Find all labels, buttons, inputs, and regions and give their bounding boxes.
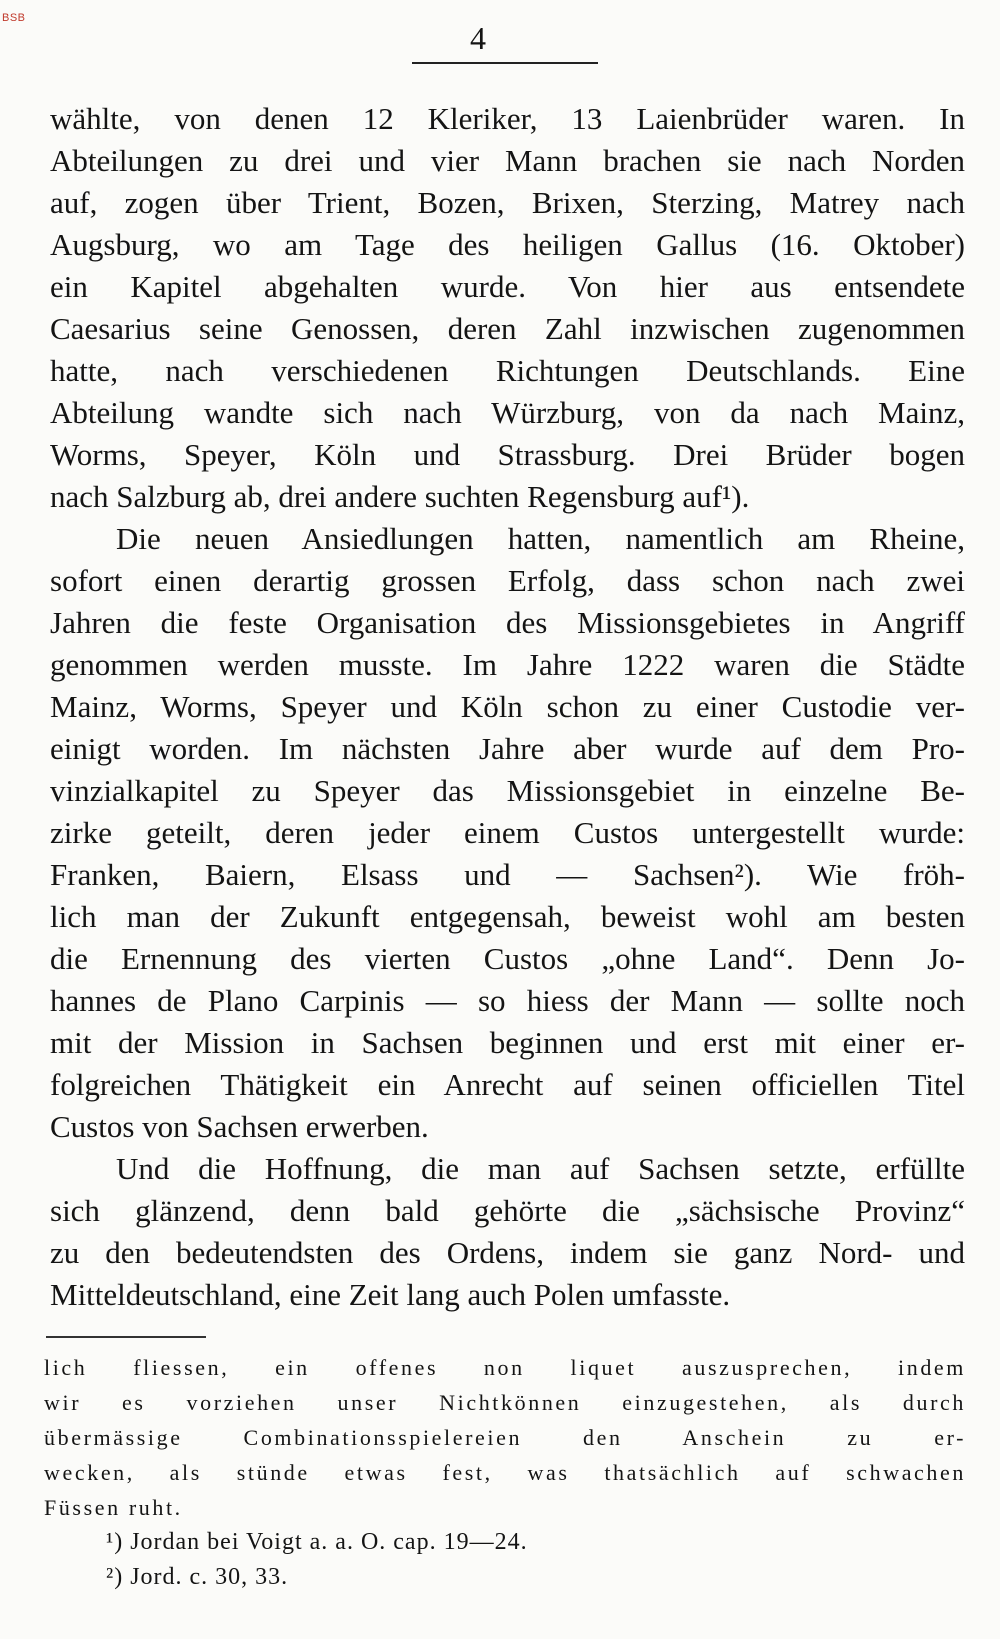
body-line: wählte, von denen 12 Kleriker, 13 Laienbrüder waren. In <box>50 101 965 136</box>
body-line: Caesarius seine Genossen, deren Zahl inzwischen zugenommen <box>50 311 965 346</box>
footnote-reference: ²) Jord. c. 30, 33. <box>106 1564 289 1590</box>
body-line: vinzialkapitel zu Speyer das Missionsgebiet in einzelne Be- <box>50 773 965 808</box>
footnote-line: wecken, als stünde etwas fest, was thatsächlich auf schwachen <box>44 1460 966 1485</box>
body-text <box>50 98 965 1316</box>
body-line: nach Salzburg ab, drei andere suchten Regensburg auf¹). <box>50 479 750 514</box>
library-watermark: BSB <box>2 12 26 24</box>
body-line: einigt worden. Im nächsten Jahre aber wurde auf dem Pro- <box>50 731 965 766</box>
body-line: zu den bedeutendsten des Ordens, indem sie ganz Nord- und <box>50 1235 965 1270</box>
body-line: Abteilungen zu drei und vier Mann brachen sie nach Norden <box>50 143 965 178</box>
body-line: Abteilung wandte sich nach Würzburg, von da nach Mainz, <box>50 395 965 430</box>
body-line: ein Kapitel abgehalten wurde. Von hier aus entsendete <box>50 269 965 304</box>
body-line: Jahren die feste Organisation des Missionsgebietes in Angriff <box>50 605 965 640</box>
footnote-line: lich fliessen, ein offenes non liquet auszusprechen, indem <box>44 1355 966 1380</box>
body-line: genommen werden musste. Im Jahre 1222 waren die Städte <box>50 647 965 682</box>
body-line: zirke geteilt, deren jeder einem Custos untergestellt wurde: <box>50 815 965 850</box>
footnote-line: wir es vorziehen unser Nichtkönnen einzugestehen, als durch <box>44 1390 966 1415</box>
body-line: sofort einen derartig grossen Erfolg, dass schon nach zwei <box>50 563 965 598</box>
header-rule <box>412 62 598 64</box>
body-line: Mitteldeutschland, eine Zeit lang auch Polen umfasste. <box>50 1277 731 1312</box>
body-line: Mainz, Worms, Speyer und Köln schon zu einer Custodie ver- <box>50 689 965 724</box>
footnotes <box>44 1350 966 1595</box>
body-line: Custos von Sachsen erwerben. <box>50 1109 429 1144</box>
body-line: hatte, nach verschiedenen Richtungen Deutschlands. Eine <box>50 353 965 388</box>
body-line: Augsburg, wo am Tage des heiligen Gallus (16. Oktober) <box>50 227 965 262</box>
body-line: Die neuen Ansiedlungen hatten, namentlich am Rheine, <box>116 521 965 556</box>
body-line: Franken, Baiern, Elsass und — Sachsen²). Wie fröh- <box>50 857 965 892</box>
body-line: hannes de Plano Carpinis — so hiess der Mann — sollte noch <box>50 983 965 1018</box>
body-line: Und die Hoffnung, die man auf Sachsen setzte, erfüllte <box>116 1151 965 1186</box>
footnote-rule <box>46 1336 206 1338</box>
body-line: die Ernennung des vierten Custos „ohne Land“. Denn Jo- <box>50 941 965 976</box>
footnote-reference: ¹) Jordan bei Voigt a. a. O. cap. 19—24. <box>106 1529 528 1555</box>
body-line: auf, zogen über Trient, Bozen, Brixen, Sterzing, Matrey nach <box>50 185 965 220</box>
footnote-line: Füssen ruht. <box>44 1495 183 1520</box>
body-line: Worms, Speyer, Köln und Strassburg. Drei Brüder bogen <box>50 437 965 472</box>
body-line: lich man der Zukunft entgegensah, beweist wohl am besten <box>50 899 965 934</box>
body-line: folgreichen Thätigkeit ein Anrecht auf seinen officiellen Titel <box>50 1067 965 1102</box>
body-line: sich glänzend, denn bald gehörte die „sächsische Provinz“ <box>50 1193 965 1228</box>
footnote-line: übermässige Combinationsspielereien den Anschein zu er- <box>44 1425 966 1450</box>
body-line: mit der Mission in Sachsen beginnen und erst mit einer er- <box>50 1025 965 1060</box>
page-number: 4 <box>470 20 486 56</box>
